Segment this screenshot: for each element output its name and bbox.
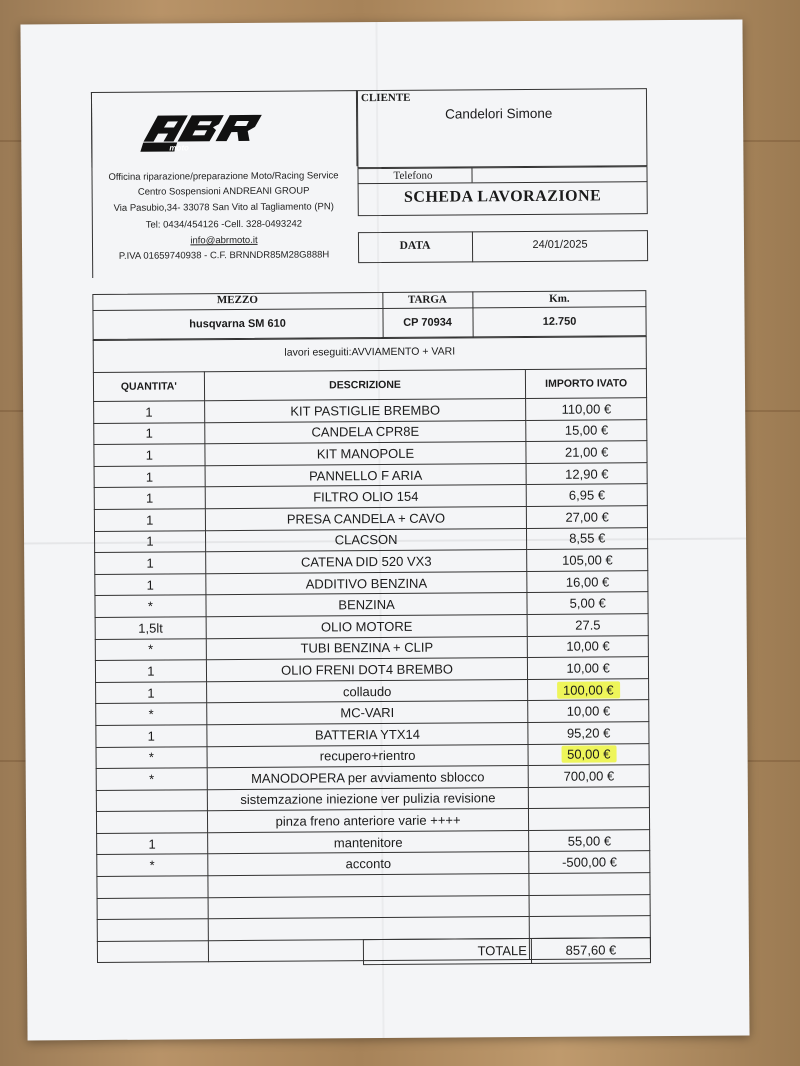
desc-header: DESCRIZIONE bbox=[204, 370, 526, 401]
price-text: 16,00 € bbox=[565, 573, 610, 590]
qty-cell bbox=[97, 919, 208, 941]
price-cell bbox=[528, 678, 649, 700]
desc-cell bbox=[204, 420, 526, 444]
qty-text: 1 bbox=[147, 663, 155, 679]
qty-cell bbox=[95, 552, 206, 574]
price-cell bbox=[527, 614, 648, 636]
km-label: Km. bbox=[549, 292, 570, 305]
qty-text: 1 bbox=[146, 577, 154, 593]
desc-cell bbox=[207, 722, 529, 746]
price-text: 95,20 € bbox=[566, 725, 611, 741]
km-value: 12.750 bbox=[542, 315, 577, 328]
desc-text: ADDITIVO BENZINA bbox=[305, 575, 428, 592]
price-text: 15,00 € bbox=[564, 422, 609, 439]
qty-text: * bbox=[147, 598, 153, 614]
qty-cell bbox=[97, 897, 208, 919]
price-cell bbox=[527, 506, 648, 528]
client-label: CLIENTE bbox=[360, 91, 411, 105]
desc-cell bbox=[206, 701, 528, 725]
price-cell bbox=[528, 657, 649, 679]
desc-text: CLACSON bbox=[334, 532, 398, 548]
qty-text: * bbox=[148, 771, 155, 787]
qty-text: 1 bbox=[145, 426, 153, 442]
desc-cell bbox=[205, 571, 527, 595]
qty-cell bbox=[96, 681, 207, 703]
desc-cell bbox=[207, 787, 529, 811]
desc-cell bbox=[208, 917, 530, 941]
desc-cell bbox=[205, 485, 527, 509]
price-text: 10,00 € bbox=[566, 660, 610, 676]
desc-text: pinza freno anteriore varie ++++ bbox=[275, 812, 461, 829]
qty-text: 1,5lt bbox=[138, 620, 163, 636]
desc-cell bbox=[207, 852, 529, 876]
price-text: 21,00 € bbox=[564, 444, 609, 460]
price-cell bbox=[530, 916, 651, 938]
qty-text: * bbox=[148, 706, 154, 722]
abr-moto-logo bbox=[135, 111, 285, 154]
price-text: 55,00 € bbox=[567, 833, 612, 849]
desc-cell bbox=[206, 593, 528, 617]
price-cell bbox=[529, 851, 650, 873]
desc-cell bbox=[207, 830, 529, 854]
desc-text: KIT PASTIGLIE BREMBO bbox=[290, 402, 441, 419]
price-text: 50,00 € bbox=[561, 746, 616, 763]
qty-text: 1 bbox=[145, 447, 153, 463]
price-header: IMPORTO IVATO bbox=[526, 369, 647, 399]
items-header-row bbox=[93, 369, 646, 402]
price-text: 10,00 € bbox=[566, 638, 610, 655]
vehicle-label: MEZZO bbox=[216, 293, 258, 307]
date-value: 24/01/2025 bbox=[532, 238, 588, 251]
qty-text: * bbox=[148, 641, 154, 657]
qty-cell bbox=[95, 595, 206, 617]
qty-text: * bbox=[149, 857, 155, 873]
desc-cell bbox=[206, 658, 528, 682]
desc-cell bbox=[205, 463, 527, 487]
document-title: SCHEDA LAVORAZIONE bbox=[403, 187, 602, 206]
plate-value: CP 70934 bbox=[403, 316, 452, 329]
qty-cell bbox=[95, 530, 206, 552]
desc-cell bbox=[205, 442, 527, 466]
qty-cell bbox=[94, 444, 205, 466]
qty-cell bbox=[96, 746, 207, 768]
desc-text: collaudo bbox=[342, 683, 392, 699]
qty-text: 1 bbox=[146, 512, 154, 528]
price-cell bbox=[526, 419, 647, 441]
price-cell bbox=[527, 592, 648, 614]
desc-cell bbox=[205, 550, 527, 574]
price-text: 110,00 € bbox=[561, 401, 612, 417]
desc-cell bbox=[206, 614, 528, 638]
desc-text: OLIO MOTORE bbox=[320, 618, 413, 635]
price-cell bbox=[529, 765, 650, 787]
desc-text: FILTRO OLIO 154 bbox=[313, 488, 419, 505]
total-value: 857,60 € bbox=[565, 942, 617, 958]
desc-text: sistemzazione iniezione ver pulizia revisione bbox=[240, 790, 496, 808]
desc-cell bbox=[206, 636, 528, 660]
price-cell bbox=[529, 808, 650, 830]
qty-cell bbox=[94, 401, 205, 423]
price-cell bbox=[526, 462, 647, 484]
price-text: 100,00 € bbox=[557, 681, 620, 698]
desc-cell bbox=[205, 528, 527, 552]
qty-cell bbox=[94, 487, 205, 509]
price-cell bbox=[529, 786, 650, 808]
qty-cell bbox=[97, 941, 208, 963]
desc-cell bbox=[204, 399, 526, 423]
qty-text: 1 bbox=[147, 728, 155, 744]
price-cell bbox=[528, 635, 649, 657]
desc-text: CATENA DID 520 VX3 bbox=[300, 553, 432, 570]
qty-cell bbox=[96, 768, 207, 790]
desc-text: acconto bbox=[345, 856, 392, 872]
qty-text: 1 bbox=[145, 404, 153, 420]
price-text: 12,90 € bbox=[565, 466, 609, 482]
price-cell bbox=[527, 570, 648, 592]
client-name: Candelori Simone bbox=[445, 105, 553, 122]
qty-cell bbox=[97, 833, 208, 855]
desc-text: CANDELA CPR8E bbox=[311, 424, 420, 440]
qty-cell bbox=[95, 660, 206, 682]
desc-text: KIT MANOPOLE bbox=[316, 445, 415, 462]
company-line-2: Centro Sospensioni ANDREANI GROUP bbox=[137, 185, 310, 198]
desc-text: recupero+rientro bbox=[319, 748, 416, 764]
price-cell bbox=[529, 894, 650, 916]
date-label: DATA bbox=[399, 239, 431, 252]
desc-cell bbox=[206, 679, 528, 703]
vehicle-value: husqvarna SM 610 bbox=[189, 317, 286, 331]
qty-cell bbox=[96, 725, 207, 747]
desc-cell bbox=[207, 809, 529, 833]
desc-cell bbox=[205, 506, 527, 530]
company-email: info@abrmoto.it bbox=[190, 234, 258, 247]
price-cell bbox=[529, 873, 650, 895]
price-cell bbox=[529, 830, 650, 852]
desc-text: PANNELLO F ARIA bbox=[309, 467, 423, 484]
desc-text: MANODOPERA per avviamento sblocco bbox=[251, 769, 485, 786]
price-cell bbox=[526, 441, 647, 463]
company-address: Via Pasubio,34- 33078 San Vito al Tagliamento (PN) bbox=[113, 201, 334, 214]
desc-cell bbox=[208, 874, 530, 898]
company-vat: P.IVA 01659740938 - C.F. BRNNDR85M28G888H bbox=[118, 249, 330, 262]
company-phone: Tel: 0434/454126 -Cell. 328-0493242 bbox=[145, 218, 303, 231]
phone-label: Telefono bbox=[393, 169, 433, 182]
qty-text: 1 bbox=[145, 490, 154, 506]
qty-text: 1 bbox=[148, 836, 156, 852]
desc-text: BENZINA bbox=[338, 597, 395, 613]
desc-text: mantenitore bbox=[333, 834, 403, 851]
price-cell bbox=[528, 722, 649, 744]
qty-text: 1 bbox=[147, 685, 155, 701]
qty-cell bbox=[96, 811, 207, 833]
price-text: 5,00 € bbox=[569, 595, 606, 611]
desc-text: BATTERIA YTX14 bbox=[314, 726, 421, 743]
price-cell bbox=[526, 398, 647, 420]
work-order-sheet bbox=[20, 19, 749, 1040]
desc-text: PRESA CANDELA + CAVO bbox=[286, 510, 446, 527]
qty-text: 1 bbox=[146, 555, 154, 571]
qty-text: 1 bbox=[145, 469, 154, 485]
plate-label: TARGA bbox=[407, 293, 447, 306]
price-text: 700,00 € bbox=[563, 768, 615, 784]
qty-cell bbox=[95, 617, 206, 639]
work-summary: lavori eseguiti:AVVIAMENTO + VARI bbox=[284, 345, 456, 359]
desc-text: OLIO FRENI DOT4 BREMBO bbox=[281, 661, 454, 678]
price-cell bbox=[528, 700, 649, 722]
price-text: 8,55 € bbox=[569, 530, 606, 547]
desc-text: MC-VARI bbox=[340, 705, 395, 721]
price-cell bbox=[527, 549, 648, 571]
price-cell bbox=[528, 743, 649, 765]
price-text: 10,00 € bbox=[566, 703, 611, 719]
price-text: 105,00 € bbox=[562, 552, 613, 568]
qty-cell bbox=[96, 703, 207, 725]
qty-cell bbox=[95, 574, 206, 596]
price-text: 27.5 bbox=[575, 617, 601, 633]
desc-cell bbox=[208, 895, 530, 919]
qty-cell bbox=[94, 466, 205, 488]
qty-text: * bbox=[148, 749, 155, 765]
qty-cell bbox=[95, 638, 206, 660]
desc-text: TUBI BENZINA + CLIP bbox=[300, 639, 434, 656]
total-label: TOTALE bbox=[477, 943, 527, 959]
qty-cell bbox=[94, 422, 205, 444]
price-text: -500,00 € bbox=[561, 854, 618, 871]
items-table bbox=[93, 368, 651, 963]
desc-cell bbox=[207, 766, 529, 790]
price-cell bbox=[527, 484, 648, 506]
qty-header: QUANTITA' bbox=[93, 372, 204, 402]
price-text: 6,95 € bbox=[568, 487, 606, 503]
qty-cell bbox=[96, 789, 207, 811]
qty-text: 1 bbox=[146, 533, 154, 550]
qty-cell bbox=[97, 876, 208, 898]
logo-subtext: moto bbox=[169, 143, 189, 153]
price-cell bbox=[527, 527, 648, 549]
price-text: 27,00 € bbox=[565, 509, 609, 525]
company-line-1: Officina riparazione/preparazione Moto/Racing Service bbox=[108, 170, 339, 183]
qty-cell bbox=[97, 854, 208, 876]
qty-cell bbox=[94, 509, 205, 531]
desc-cell bbox=[207, 744, 529, 768]
